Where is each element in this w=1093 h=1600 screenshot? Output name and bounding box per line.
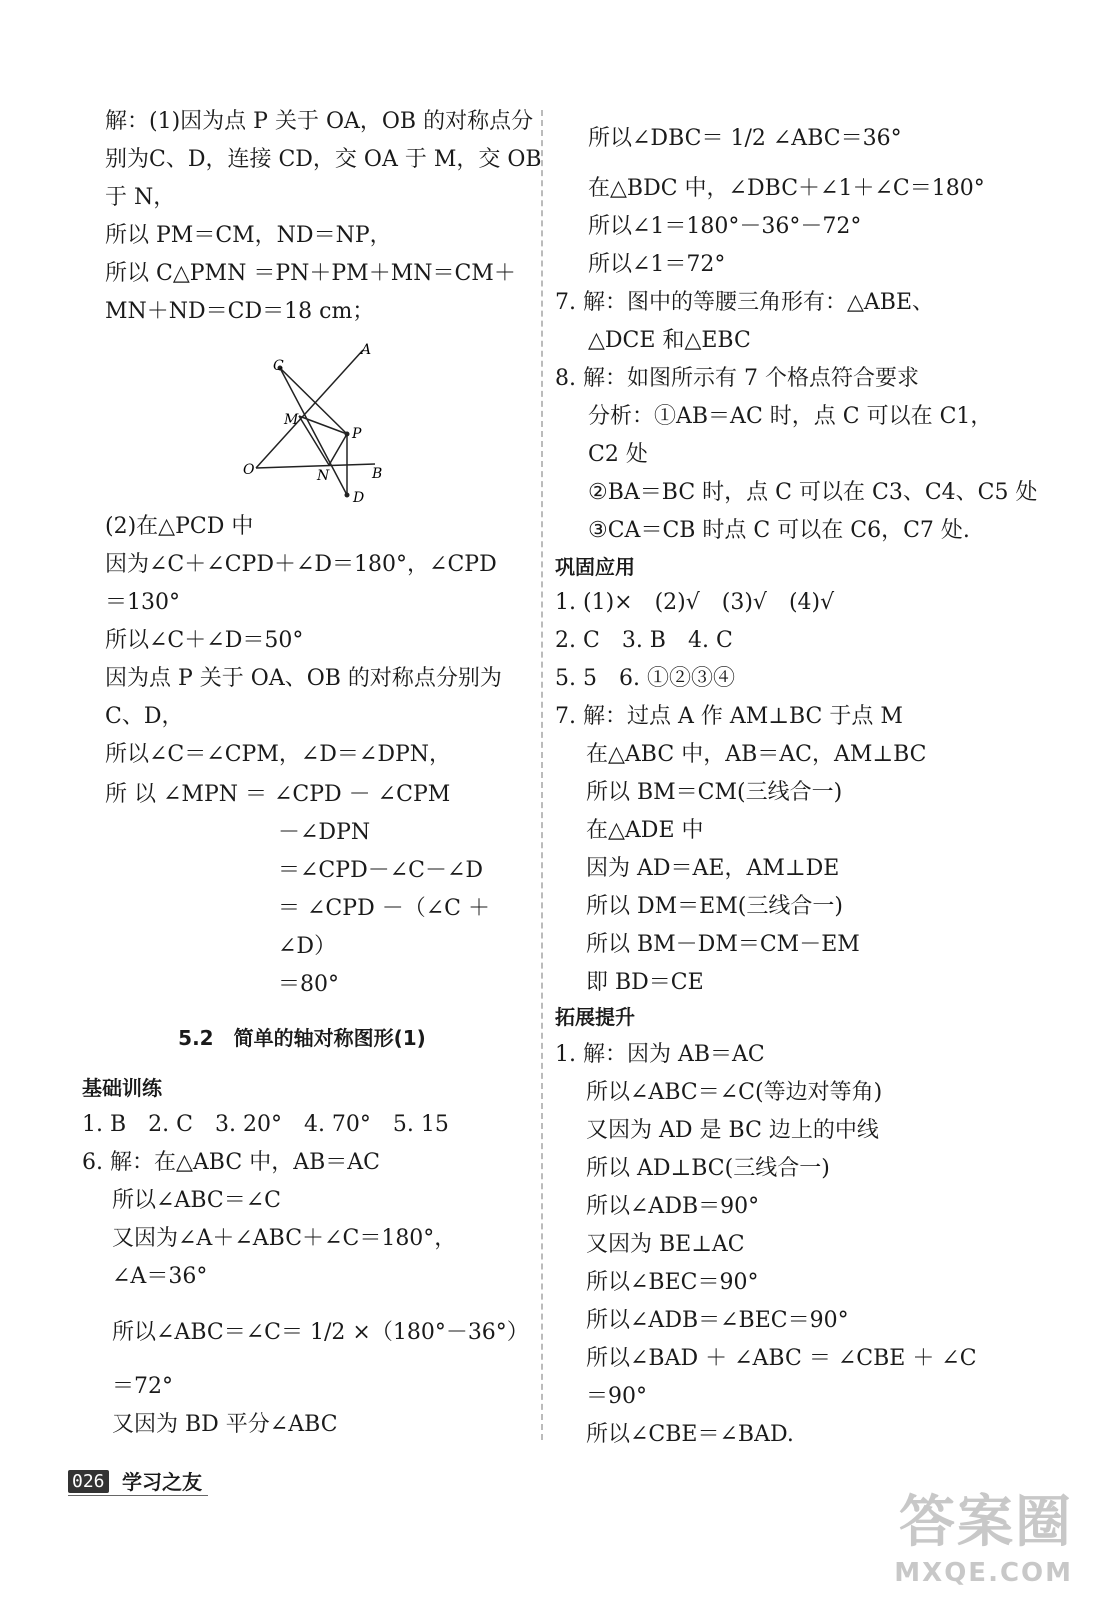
figure-label-a: A — [361, 342, 372, 358]
text-line: △DCE 和△EBC — [588, 328, 751, 353]
text-line: C、D， — [105, 704, 184, 729]
consolidate-heading: 巩固应用 — [555, 555, 635, 579]
figure-label-b: B — [372, 466, 383, 482]
text-line: C2 处 — [588, 442, 648, 467]
text-line: ∠D） — [278, 934, 337, 959]
text-line: 所以∠ADB＝90° — [586, 1194, 760, 1219]
text-line: ∠A＝36° — [112, 1264, 208, 1289]
text-line: －∠DPN — [278, 820, 371, 845]
text-line: 所以∠ABC＝∠C＝ 1/2 ×（180°－36°） — [112, 1320, 529, 1345]
text-line: 所以∠BAD ＋ ∠ABC ＝ ∠CBE ＋ ∠C — [586, 1346, 977, 1371]
text-line: 7. 解：过点 A 作 AM⊥BC 于点 M — [555, 704, 903, 729]
text-line: ＝∠CPD－∠C－∠D — [278, 858, 484, 883]
text-line: 又因为 BD 平分∠ABC — [112, 1412, 338, 1437]
figure-label-p: P — [352, 426, 362, 442]
text-line: 5. 5 6. ①②③④ — [555, 666, 735, 691]
text-line: 所以∠BEC＝90° — [586, 1270, 759, 1295]
figure-label-o: O — [243, 462, 255, 478]
text-line: 在△BDC 中，∠DBC＋∠1＋∠C＝180° — [588, 176, 985, 201]
footer-rule — [68, 1495, 208, 1496]
figure-label-n: N — [317, 468, 330, 484]
watermark-url: MXQE.COM — [894, 1558, 1073, 1588]
text-line: 所以∠C＝∠CPM，∠D＝∠DPN， — [105, 742, 452, 767]
text-line: MN＋ND＝CD＝18 cm； — [105, 299, 375, 324]
text-line: 所以 BM－DM＝CM－EM — [586, 932, 860, 957]
text-line: 8. 解：如图所示有 7 个格点符合要求 — [555, 366, 919, 391]
text-line: 所以∠CBE＝∠BAD. — [586, 1422, 794, 1447]
text-line: 2. C 3. B 4. C — [555, 628, 733, 653]
text-line: 所以∠ADB＝∠BEC＝90° — [586, 1308, 849, 1333]
text-line: 所 以 ∠MPN ＝ ∠CPD － ∠CPM — [105, 782, 451, 807]
text-line: (2)在△PCD 中 — [105, 514, 254, 539]
geometry-figure — [235, 338, 395, 508]
text-line: 所以∠DBC＝ 1/2 ∠ABC＝36° — [588, 126, 902, 151]
watermark-text: 答案圈 — [899, 1490, 1073, 1555]
figure-label-c: C — [273, 358, 284, 374]
text-line: 所以∠1＝180°－36°－72° — [588, 214, 862, 239]
text-line: 所以 PM＝CM，ND＝NP， — [105, 223, 392, 248]
watermark — [894, 1478, 1073, 1588]
text-line: ＝90° — [586, 1384, 647, 1409]
text-line: 1. (1)× (2)√ (3)√ (4)√ — [555, 590, 835, 615]
text-line: 分析：①AB＝AC 时，点 C 可以在 C1， — [588, 404, 993, 429]
figure-label-d: D — [353, 490, 365, 506]
text-line: 别为C、D，连接 CD，交 OA 于 M，交 OB — [105, 147, 542, 172]
extend-heading: 拓展提升 — [555, 1005, 635, 1029]
text-line: 所以∠ABC＝∠C — [112, 1188, 281, 1213]
text-line: ②BA＝BC 时，点 C 可以在 C3、C4、C5 处 — [588, 480, 1038, 505]
text-line: 1. B 2. C 3. 20° 4. 70° 5. 15 — [82, 1112, 449, 1137]
text-line: 所以 AD⊥BC(三线合一) — [586, 1156, 830, 1181]
text-line: 于 N， — [105, 185, 176, 210]
page-number: 026 — [68, 1470, 109, 1493]
text-line: 解：(1)因为点 P 关于 OA，OB 的对称点分 — [105, 109, 534, 134]
text-line: 7. 解：图中的等腰三角形有：△ABE、 — [555, 290, 935, 315]
text-line: 所以∠1＝72° — [588, 252, 726, 277]
brand-logo: 学习之友 — [122, 1470, 202, 1494]
text-line: 又因为 BE⊥AC — [586, 1232, 745, 1257]
text-line: ＝ ∠CPD －（∠C ＋ — [278, 896, 490, 921]
text-line: 6. 解：在△ABC 中，AB＝AC — [82, 1150, 380, 1175]
text-line: ＝80° — [278, 972, 339, 997]
text-line: 又因为 AD 是 BC 边上的中线 — [586, 1118, 879, 1143]
basic-heading: 基础训练 — [82, 1076, 162, 1100]
text-line: 所以 BM＝CM(三线合一) — [586, 780, 843, 805]
text-line: 在△ADE 中 — [586, 818, 704, 843]
figure-label-m: M — [284, 412, 299, 428]
text-line: 在△ABC 中，AB＝AC，AM⊥BC — [586, 742, 927, 767]
text-line: 又因为∠A＋∠ABC＋∠C＝180°， — [112, 1226, 457, 1251]
text-line: 所以 C△PMN ＝PN＋PM＋MN＝CM＋ — [105, 261, 516, 286]
text-line: 即 BD＝CE — [586, 970, 704, 995]
text-line: ③CA＝CB 时点 C 可以在 C6，C7 处. — [588, 518, 970, 543]
text-line: 所以∠ABC＝∠C(等边对等角) — [586, 1080, 883, 1105]
section-title: 5.2 简单的轴对称图形(1) — [178, 1026, 426, 1050]
text-line: ＝130° — [105, 590, 180, 615]
text-line: ＝72° — [112, 1374, 173, 1399]
text-line: 因为 AD＝AE，AM⊥DE — [586, 856, 840, 881]
text-line: 所以∠C＋∠D＝50° — [105, 628, 304, 653]
text-line: 因为点 P 关于 OA、OB 的对称点分别为 — [105, 666, 502, 691]
text-line: 1. 解：因为 AB＝AC — [555, 1042, 765, 1067]
column-divider — [541, 110, 543, 1440]
text-line: 所以 DM＝EM(三线合一) — [586, 894, 843, 919]
text-line: 因为∠C＋∠CPD＋∠D＝180°，∠CPD — [105, 552, 497, 577]
